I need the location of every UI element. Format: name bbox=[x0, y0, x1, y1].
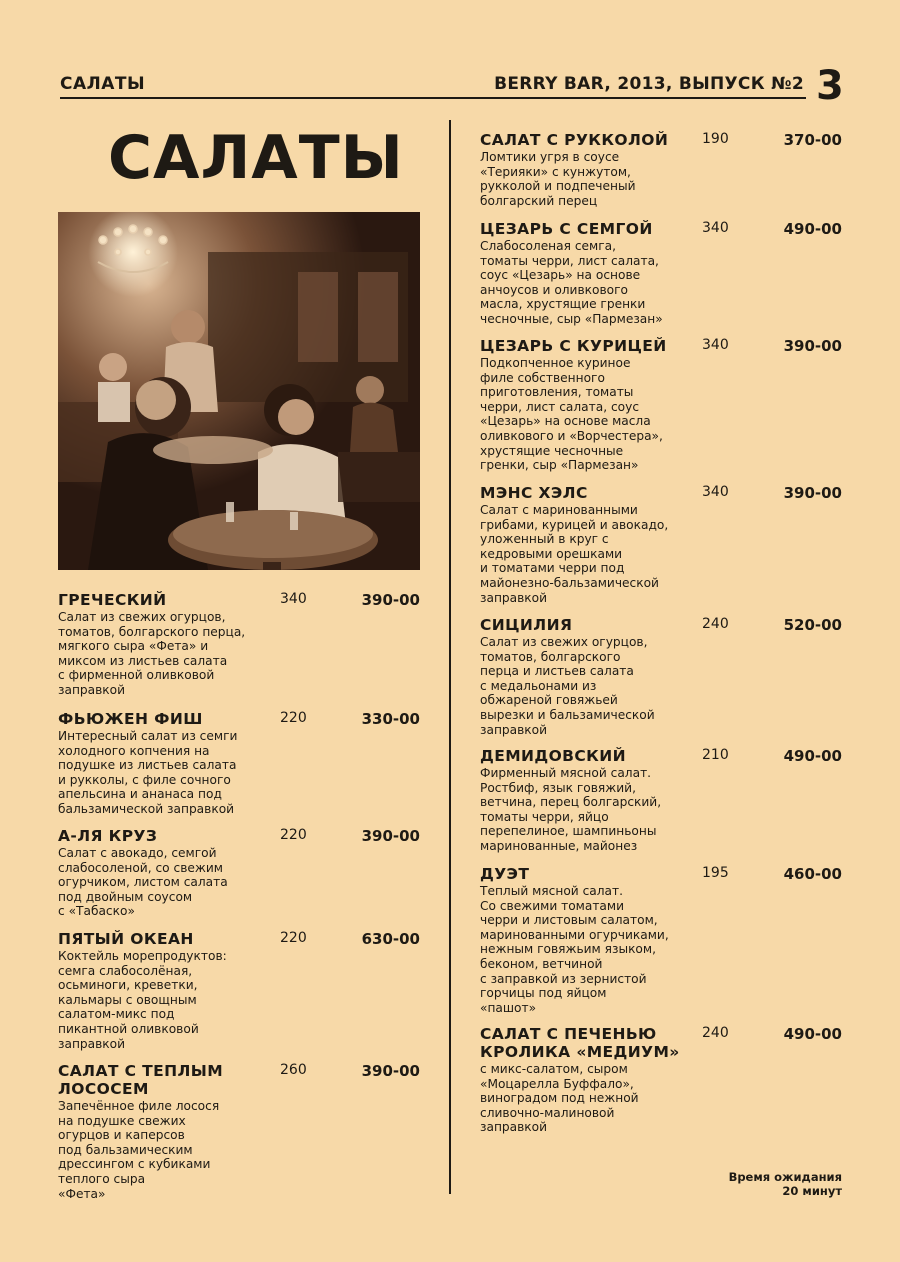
page-number: 3 bbox=[816, 63, 844, 109]
menu-item-description: Салат из свежих огурцов, томатов, болгарского перца, мягкого сыра «Фета» и миксом из листьев салата с фирменной оливковой заправкой bbox=[58, 610, 246, 697]
menu-item-price: 390-00 bbox=[361, 591, 420, 609]
menu-item-description: Запечённое филе лосося на подушке свежих огурцов и каперсов под бальзамическим дрессингом с кубиками теплого сыра «Фета» bbox=[58, 1099, 220, 1201]
menu-item-description: Салат с авокадо, семгой слабосоленой, со свежим огурчиком, листом салата под двойным соусом с «Табаско» bbox=[58, 846, 228, 919]
menu-item-weight: 240 bbox=[702, 1025, 729, 1041]
menu-item-weight: 210 bbox=[702, 747, 729, 763]
menu-item-weight: 220 bbox=[280, 827, 307, 843]
header-edition: BERRY BAR, 2013, ВЫПУСК №2 bbox=[494, 74, 804, 94]
menu-item bbox=[480, 131, 842, 208]
menu-item bbox=[480, 616, 842, 737]
menu-item-name: СИЦИЛИЯ bbox=[480, 616, 573, 634]
wait-time-note: Время ожидания 20 минут bbox=[728, 1170, 842, 1198]
menu-item-description: Теплый мясной салат. Со свежими томатами черри и листовым салатом, маринованными огурчиками, нежным говяжьим языком, беконом, ветчиной с заправкой из зернистой горчицы под яйцом «пашот» bbox=[480, 884, 669, 1015]
menu-item-weight: 220 bbox=[280, 930, 307, 946]
header-rule bbox=[60, 97, 806, 99]
menu-item-description: Ломтики угря в соусе «Терияки» с кунжутом, рукколой и подпеченый болгарский перец bbox=[480, 150, 636, 208]
menu-item-name: ПЯТЫЙ ОКЕАН bbox=[58, 930, 194, 948]
menu-item-name: ДЕМИДОВСКИЙ bbox=[480, 747, 626, 765]
menu-item-price: 490-00 bbox=[783, 220, 842, 238]
menu-item-weight: 340 bbox=[702, 220, 729, 236]
menu-item-price: 390-00 bbox=[361, 827, 420, 845]
vintage-cafe-photo bbox=[58, 212, 420, 570]
menu-item bbox=[58, 930, 420, 1051]
menu-item-name: САЛАТ С РУККОЛОЙ bbox=[480, 131, 669, 149]
menu-item bbox=[480, 337, 842, 473]
menu-item bbox=[58, 591, 420, 698]
menu-item-weight: 340 bbox=[702, 337, 729, 353]
header-section: САЛАТЫ bbox=[60, 74, 146, 94]
menu-item-price: 490-00 bbox=[783, 747, 842, 765]
menu-item-name: ДУЭТ bbox=[480, 865, 530, 883]
menu-item-description: Подкопченное куриное филе собственного приготовления, томаты черри, лист салата, соус «Цезарь» на основе масла оливкового и «Ворчестера», хрустящие чесночные гренки, сыр «Пармезан» bbox=[480, 356, 663, 473]
menu-item-name: САЛАТ С ПЕЧЕНЬЮ КРОЛИКА «МЕДИУМ» bbox=[480, 1025, 680, 1061]
menu-item bbox=[58, 710, 420, 817]
menu-item-price: 390-00 bbox=[361, 1062, 420, 1080]
menu-item-name: ГРЕЧЕСКИЙ bbox=[58, 591, 167, 609]
menu-item-price: 330-00 bbox=[361, 710, 420, 728]
menu-item-price: 390-00 bbox=[783, 484, 842, 502]
menu-item bbox=[58, 1062, 420, 1201]
menu-item-description: Интересный салат из семги холодного копчения на подушке из листьев салата и рукколы, с филе сочного апельсина и ананаса под бальзамической заправкой bbox=[58, 729, 238, 816]
menu-item-price: 520-00 bbox=[783, 616, 842, 634]
page-title: САЛАТЫ bbox=[108, 123, 404, 193]
menu-item-price: 370-00 bbox=[783, 131, 842, 149]
menu-item bbox=[480, 865, 842, 1015]
menu-item-price: 490-00 bbox=[783, 1025, 842, 1043]
menu-item-weight: 195 bbox=[702, 865, 729, 881]
menu-item-weight: 190 bbox=[702, 131, 729, 147]
menu-item-name: ЦЕЗАРЬ С КУРИЦЕЙ bbox=[480, 337, 667, 355]
menu-item-weight: 340 bbox=[702, 484, 729, 500]
menu-item-price: 390-00 bbox=[783, 337, 842, 355]
menu-item-price: 630-00 bbox=[361, 930, 420, 948]
menu-item-name: А-ЛЯ КРУЗ bbox=[58, 827, 158, 845]
menu-item bbox=[480, 220, 842, 327]
menu-item bbox=[480, 747, 842, 854]
menu-item-name: ЦЕЗАРЬ С СЕМГОЙ bbox=[480, 220, 653, 238]
menu-item-description: Слабосоленая семга, томаты черри, лист салата, соус «Цезарь» на основе анчоусов и оливкового масла, хрустящие гренки чесночные, сыр «Пармезан» bbox=[480, 239, 663, 326]
menu-item-weight: 260 bbox=[280, 1062, 307, 1078]
menu-item-name: МЭНС ХЭЛС bbox=[480, 484, 588, 502]
menu-item-name: ФЬЮЖЕН ФИШ bbox=[58, 710, 203, 728]
menu-item bbox=[480, 1025, 842, 1135]
menu-item bbox=[480, 484, 842, 605]
menu-item bbox=[58, 827, 420, 919]
menu-item-weight: 240 bbox=[702, 616, 729, 632]
menu-item-description: Салат из свежих огурцов, томатов, болгарского перца и листьев салата с медальонами из обжареной говяжьей вырезки и бальзамической заправкой bbox=[480, 635, 655, 737]
menu-item-description: Коктейль морепродуктов: семга слабосолёная, осьминоги, креветки, кальмары с овощным салатом-микс под пикантной оливковой заправкой bbox=[58, 949, 227, 1051]
menu-item-description: Салат с маринованными грибами, курицей и авокадо, уложенный в круг с кедровыми орешками и томатами черри под майонезно-бальзамической заправкой bbox=[480, 503, 669, 605]
menu-item-weight: 220 bbox=[280, 710, 307, 726]
menu-item-description: с микс-салатом, сыром «Моцарелла Буффало», виноградом под нежной сливочно-малиновой заправкой bbox=[480, 1062, 639, 1135]
column-divider bbox=[449, 120, 451, 1194]
menu-item-description: Фирменный мясной салат. Ростбиф, язык говяжий, ветчина, перец болгарский, томаты черри, яйцо перепелиное, шампиньоны маринованные, майонез bbox=[480, 766, 662, 853]
menu-item-weight: 340 bbox=[280, 591, 307, 607]
menu-item-name: САЛАТ С ТЕПЛЫМ ЛОСОСЕМ bbox=[58, 1062, 224, 1098]
menu-item-price: 460-00 bbox=[783, 865, 842, 883]
